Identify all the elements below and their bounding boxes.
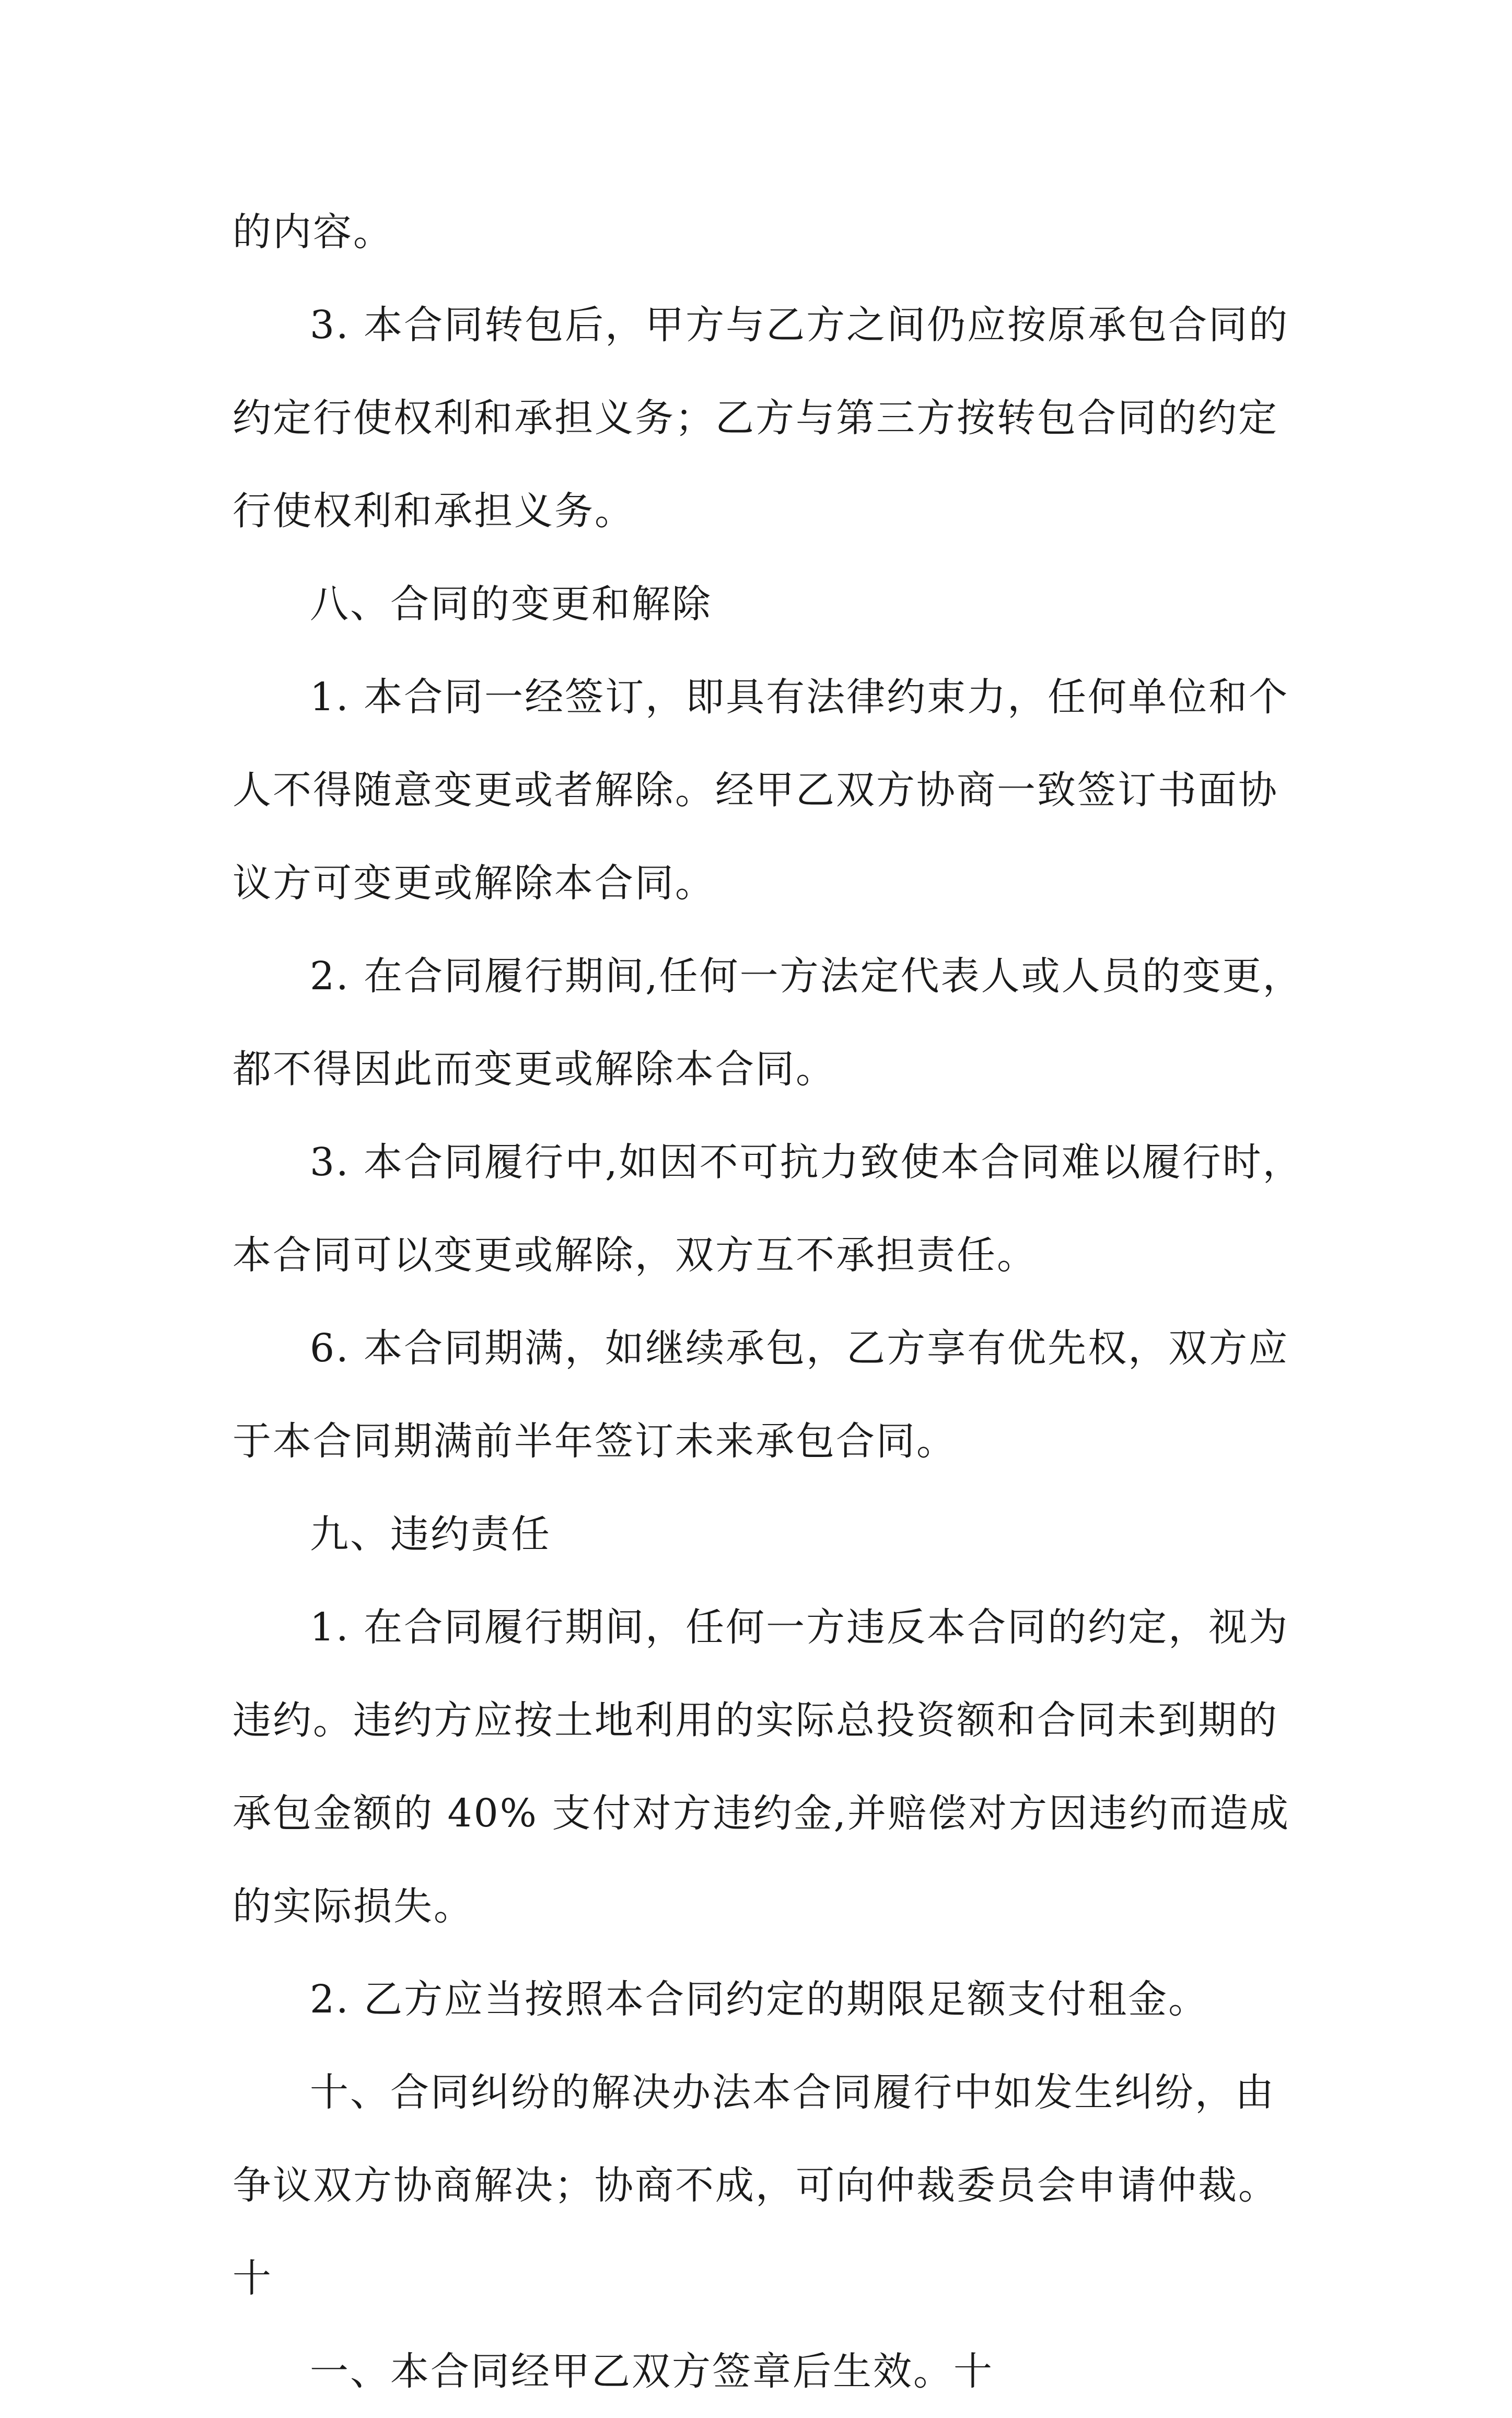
text-line: 1. 在合同履行期间，任何一方违反本合同的约定，视为 <box>310 1605 1289 1650</box>
text-line: 3. 本合同转包后，甲方与乙方之间仍应按原承包合同的 <box>310 303 1289 348</box>
section-heading: 八、合同的变更和解除 <box>310 582 712 627</box>
document-body <box>232 186 1303 2418</box>
text-line: 2. 在合同履行期间,任何一方法定代表人或人员的变更， <box>310 954 1303 999</box>
text-line: 十 <box>232 2256 273 2301</box>
text-line: 违约。违约方应按土地利用的实际总投资额和合同未到期的 <box>232 1698 1278 1743</box>
text-line: 的实际损失。 <box>232 1884 474 1929</box>
text-line: 于本合同期满前半年签订未来承包合同。 <box>232 1419 957 1464</box>
text-line: 3. 本合同履行中,如因不可抗力致使本合同难以履行时， <box>310 1140 1303 1185</box>
text-line: 一、本合同经甲乙双方签章后生效。十 <box>310 2349 994 2394</box>
text-line: 1. 本合同一经签订，即具有法律约束力，任何单位和个 <box>310 675 1289 720</box>
text-line: 本合同可以变更或解除，双方互不承担责任。 <box>232 1233 1037 1278</box>
text-line: 行使权利和承担义务。 <box>232 489 635 534</box>
section-heading: 九、违约责任 <box>310 1512 551 1557</box>
text-line: 人不得随意变更或者解除。经甲乙双方协商一致签订书面协 <box>232 768 1278 813</box>
text-line: 十、合同纠纷的解决办法本合同履行中如发生纠纷，由 <box>310 2070 1275 2115</box>
text-line: 2. 乙方应当按照本合同约定的期限足额支付租金。 <box>310 1977 1209 2022</box>
text-line: 议方可变更或解除本合同。 <box>232 861 715 906</box>
text-line: 6. 本合同期满，如继续承包，乙方享有优先权，双方应 <box>310 1326 1289 1371</box>
text-line: 的内容。 <box>232 210 393 254</box>
text-line: 都不得因此而变更或解除本合同。 <box>232 1047 836 1092</box>
text-line: 争议双方协商解决；协商不成，可向仲裁委员会申请仲裁。 <box>232 2163 1278 2208</box>
text-line: 承包金额的 40% 支付对方违约金,并赔偿对方因违约而造成 <box>232 1791 1290 1836</box>
text-line: 约定行使权利和承担义务；乙方与第三方按转包合同的约定 <box>232 396 1278 441</box>
